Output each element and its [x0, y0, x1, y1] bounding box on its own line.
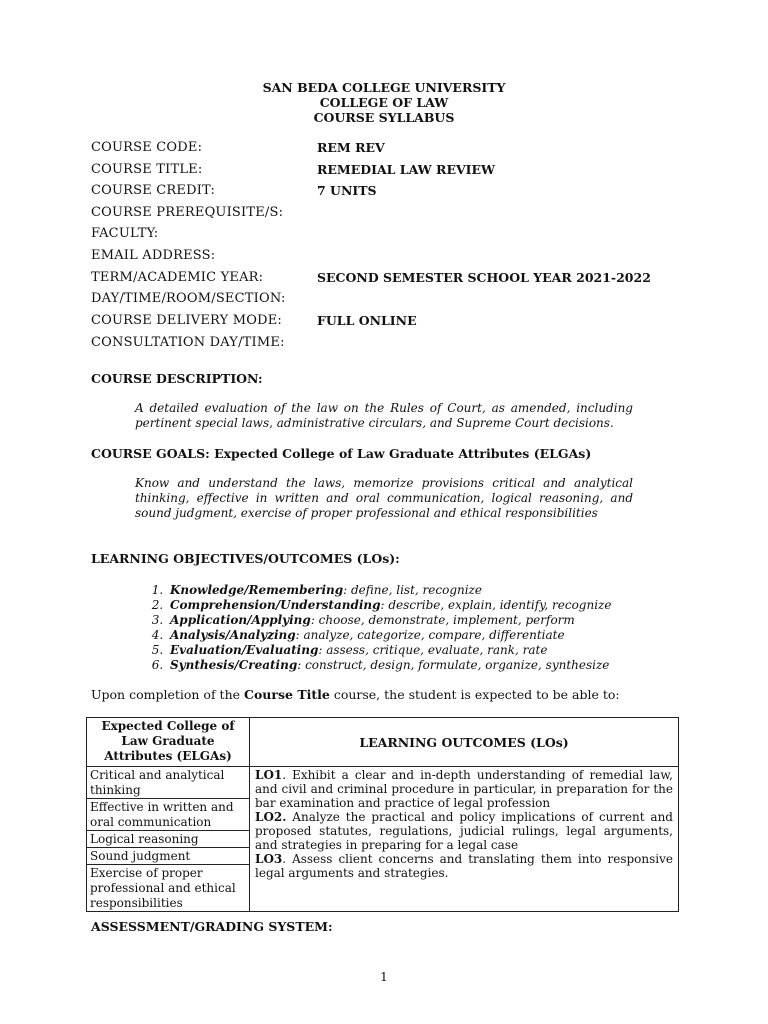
learning-objectives-heading: LEARNING OBJECTIVES/OUTCOMES (LOs):: [91, 551, 400, 566]
elga-list-cell: [87, 767, 250, 912]
page-number: 1: [380, 970, 388, 984]
learning-outcomes-table: [86, 717, 679, 912]
document-type: COURSE SYLLABUS: [313, 110, 455, 125]
delivery-mode-value: FULL ONLINE: [317, 313, 417, 328]
course-code-label: COURSE CODE:: [91, 140, 203, 155]
elga-item: Sound judgment: [87, 848, 249, 865]
college-name: COLLEGE OF LAW: [319, 95, 449, 110]
table-row: [87, 767, 679, 912]
faculty-label: FACULTY:: [91, 226, 159, 241]
learning-outcome: LO3. Assess client concerns and translating them into responsive legal arguments and strategies.: [255, 852, 673, 880]
course-credit-value: 7 UNITS: [317, 183, 377, 198]
course-description-text: A detailed evaluation of the law on the Rules of Court, as amended, including pertinent special laws, administrative circulars, and Supreme Court decisions.: [135, 401, 633, 430]
assessment-heading: ASSESSMENT/GRADING SYSTEM:: [91, 919, 333, 934]
learning-outcomes-cell: [250, 767, 679, 912]
course-description-heading: COURSE DESCRIPTION:: [91, 371, 263, 386]
elga-item: Critical and analytical thinking: [87, 767, 249, 799]
list-item: 6. Synthesis/Creating: construct, design, formulate, organize, synthesize: [167, 658, 611, 673]
term-label: TERM/ACADEMIC YEAR:: [91, 270, 264, 285]
learning-outcome: LO2. Analyze the practical and policy implications of current and proposed statutes, regulations, judicial rulings, legal arguments, and strategies in preparing for a legal case: [255, 810, 673, 852]
list-item: 1. Knowledge/Remembering: define, list, recognize: [167, 583, 611, 598]
course-credit-label: COURSE CREDIT:: [91, 183, 216, 198]
course-code-value: REM REV: [317, 140, 385, 155]
course-prerequisite-label: COURSE PREREQUISITE/S:: [91, 205, 284, 220]
university-name: SAN BEDA COLLEGE UNIVERSITY: [262, 80, 506, 95]
completion-statement: Upon completion of the Course Title course, the student is expected to be able to:: [91, 687, 620, 702]
email-address-label: EMAIL ADDRESS:: [91, 248, 216, 263]
elga-item: Logical reasoning: [87, 831, 249, 848]
list-item: 5. Evaluation/Evaluating: assess, critique, evaluate, rank, rate: [167, 643, 611, 658]
list-item: 2. Comprehension/Understanding: describe, explain, identify, recognize: [167, 598, 611, 613]
list-item: 3. Application/Applying: choose, demonstrate, implement, perform: [167, 613, 611, 628]
list-item: 4. Analysis/Analyzing: analyze, categorize, compare, differentiate: [167, 628, 611, 643]
learning-objectives-list: [145, 583, 611, 673]
course-title-label: COURSE TITLE:: [91, 162, 203, 177]
elga-column-header: Expected College of Law Graduate Attributes (ELGAs): [87, 718, 250, 767]
table-header-row: [87, 718, 679, 767]
course-goals-text: Know and understand the laws, memorize provisions critical and analytical thinking, effective in written and oral communication, logical reasoning, and sound judgment, exercise of proper professional and ethical responsibilities: [135, 476, 633, 520]
course-goals-heading: COURSE GOALS: Expected College of Law Graduate Attributes (ELGAs): [91, 446, 592, 461]
day-time-room-label: DAY/TIME/ROOM/SECTION:: [91, 291, 286, 306]
consultation-label: CONSULTATION DAY/TIME:: [91, 335, 285, 350]
lo-column-header: LEARNING OUTCOMES (LOs): [250, 718, 679, 767]
term-value: SECOND SEMESTER SCHOOL YEAR 2021-2022: [317, 270, 651, 285]
learning-outcome: LO1. Exhibit a clear and in-depth understanding of remedial law, and civil and criminal procedure in particular, in preparation for the bar examination and practice of legal profession: [255, 768, 673, 810]
elga-item: Exercise of proper professional and ethical responsibilities: [90, 866, 236, 910]
course-title-value: REMEDIAL LAW REVIEW: [317, 162, 496, 177]
delivery-mode-label: COURSE DELIVERY MODE:: [91, 313, 282, 328]
elga-item: Effective in written and oral communication: [87, 799, 249, 831]
